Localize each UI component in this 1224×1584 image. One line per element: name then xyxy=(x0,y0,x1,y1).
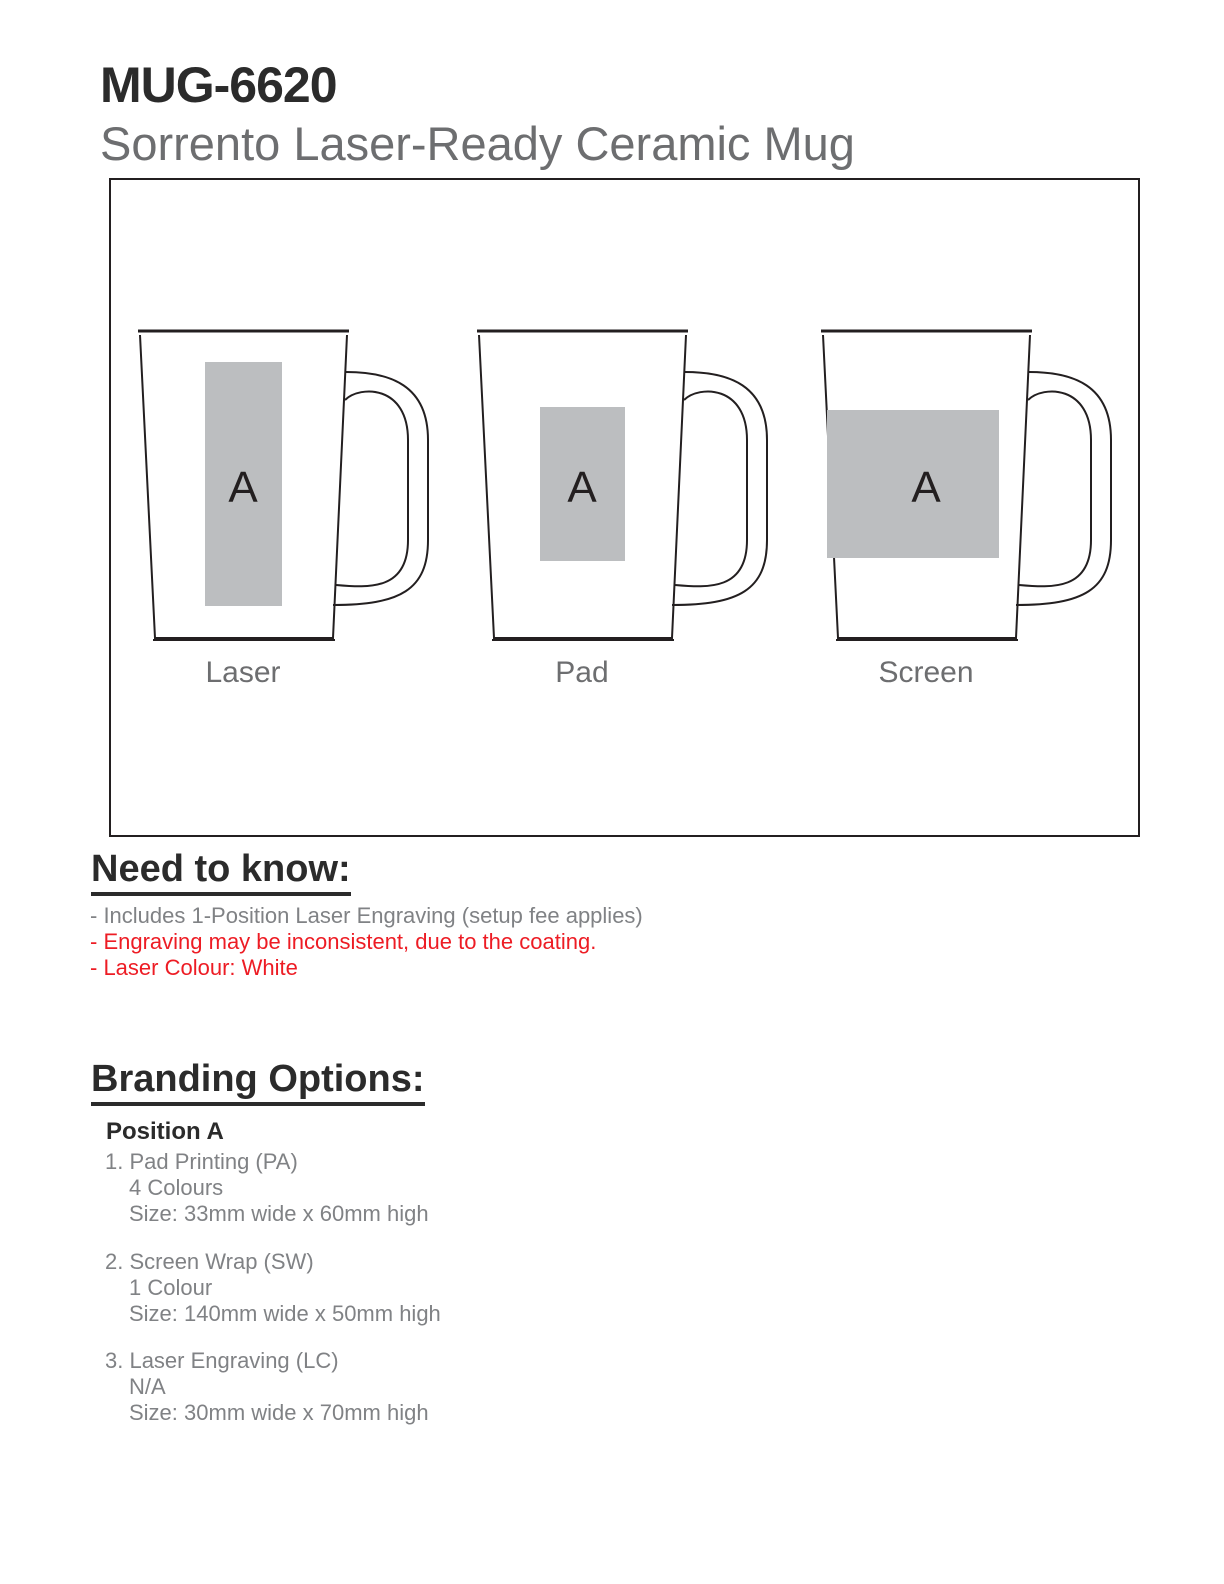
branding-section xyxy=(91,1058,425,1106)
branding-option xyxy=(105,1348,429,1426)
product-code: MUG-6620 xyxy=(100,57,337,113)
position-letter: A xyxy=(567,463,597,512)
product-name: Sorrento Laser-Ready Ceramic Mug xyxy=(100,117,855,170)
option-colours: 4 Colours xyxy=(129,1175,224,1200)
option-colours: N/A xyxy=(129,1374,166,1399)
option-size: Size: 30mm wide x 70mm high xyxy=(129,1400,429,1425)
branding-heading: Branding Options: xyxy=(91,1058,425,1106)
option-size: Size: 33mm wide x 60mm high xyxy=(129,1201,429,1226)
note-item-laser-colour: - Laser Colour: White xyxy=(90,955,298,980)
option-title: 1. Pad Printing (PA) xyxy=(105,1149,298,1174)
need-to-know-heading: Need to know: xyxy=(91,848,351,896)
mug-laser xyxy=(138,331,428,689)
branding-option xyxy=(105,1149,429,1227)
note-item: - Includes 1-Position Laser Engraving (setup fee applies) xyxy=(90,903,643,928)
note-item-warning: - Engraving may be inconsistent, due to the coating. xyxy=(90,929,597,954)
mug-label-screen: Screen xyxy=(878,656,974,689)
mug-pad xyxy=(477,331,767,689)
mug-label-pad: Pad xyxy=(555,656,609,689)
option-size: Size: 140mm wide x 50mm high xyxy=(129,1301,441,1326)
option-colours: 1 Colour xyxy=(129,1275,213,1300)
position-heading: Position A xyxy=(106,1118,224,1145)
branding-option xyxy=(105,1249,441,1327)
need-to-know-section xyxy=(91,848,351,896)
option-title: 3. Laser Engraving (LC) xyxy=(105,1348,339,1373)
position-letter: A xyxy=(911,463,941,512)
option-title: 2. Screen Wrap (SW) xyxy=(105,1249,314,1274)
mug-label-laser: Laser xyxy=(205,656,281,689)
position-letter: A xyxy=(228,463,258,512)
mug-screen xyxy=(821,331,1111,689)
